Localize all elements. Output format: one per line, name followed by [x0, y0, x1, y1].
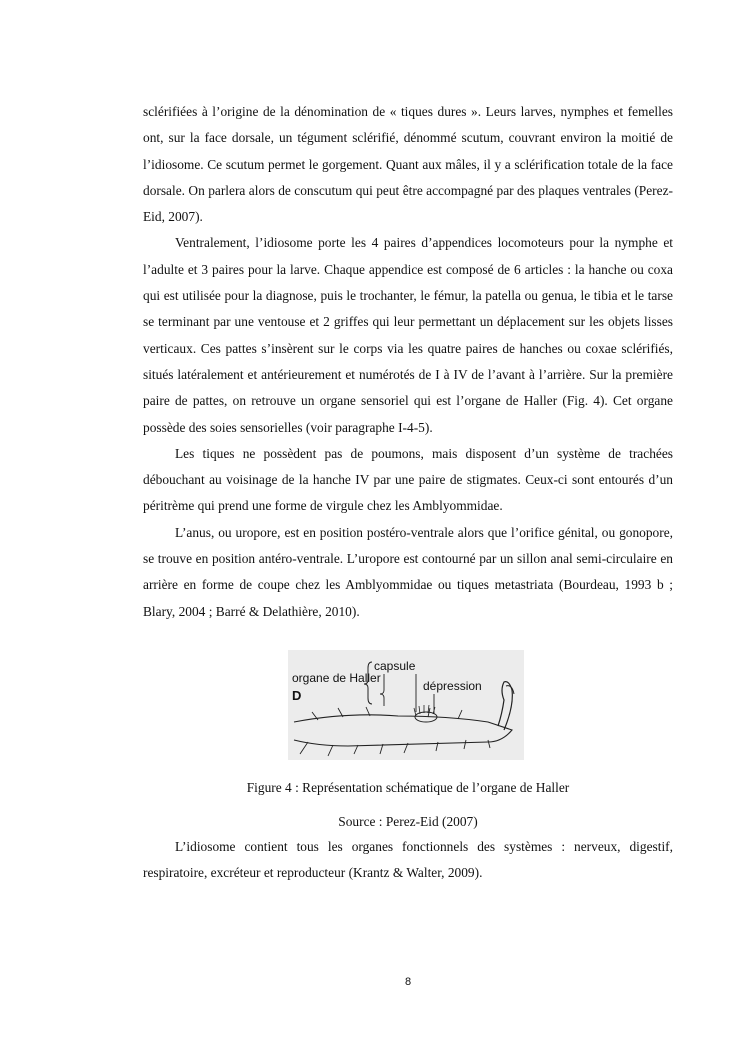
label-organe-de-haller: organe de Haller: [292, 671, 381, 685]
label-depression: dépression: [423, 679, 482, 693]
paragraph-5: L’idiosome contient tous les organes fonctionnels des systèmes : nerveux, digestif, respiratoire, excréteur et reproducteur (Krantz & Walter, 2009).: [143, 839, 673, 881]
paragraph-4: L’anus, ou uropore, est en position postéro-ventrale alors que l’orifice génital, ou gonopore, se trouve en position antéro-ventrale. L’uropore est contourné par un sillon anal semi-circulaire en arrière en forme de coupe chez les Amblyommidae ou tiques metastriata (Bourdeau, 1993 b ; Blary, 2004 ; Barré & Delathière, 2010).: [143, 524, 673, 619]
body-text: [143, 99, 673, 625]
paragraph-1: sclérifiées à l’origine de la dénomination de « tiques dures ». Leurs larves, nymphes et femelles ont, sur la face dorsale, un tégument sclérifié, dénommé scutum, couvrant environ la moitié de l’idiosome. Ce scutum permet le gorgement. Quant aux mâles, il y a sclérification totale de la face dorsale. On parlera alors de conscutum qui peut être accompagné par des plaques ventrales (Perez-Eid, 2007).: [143, 104, 673, 225]
label-capsule: capsule: [374, 659, 416, 673]
figure-letter: D: [292, 688, 302, 703]
figure-haller-organ: [288, 650, 524, 760]
body-text-closing: [143, 834, 673, 887]
haller-organ-drawing: [288, 650, 524, 760]
page-number: 8: [404, 976, 412, 988]
figure-source: Source : Perez-Eid (2007): [338, 814, 478, 829]
figure-caption: Figure 4 : Représentation schématique de l’organe de Haller: [246, 780, 570, 795]
paragraph-2: Ventralement, l’idiosome porte les 4 paires d’appendices locomoteurs pour la nymphe et l’adulte et 3 paires pour la larve. Chaque appendice est composé de 6 articles : la hanche ou coxa qui est utilisée pour la diagnose, puis le trochanter, le fémur, la patella ou genua, le tibia et le tarse se terminant par une ventouse et 2 griffes qui leur permettant un déplacement sur les objets lisses verticaux. Ces pattes s’insèrent sur le corps via les quatre paires de hanches ou coxae sclérifiés, situés latéralement et antérieurement et numérotés de I à IV de l’avant à l’arrière. Sur la première paire de pattes, on retrouve un organe sensoriel qui est l’organe de Haller (Fig. 4). Cet organe possède des soies sensorielles (voir paragraphe I-4-5).: [143, 235, 673, 435]
paragraph-3: Les tiques ne possèdent pas de poumons, mais disposent d’un système de trachées débouchant au voisinage de la hanche IV par une paire de stigmates. Ceux-ci sont entourés d’un péritrème qui prend une forme de virgule chez les Amblyommidae.: [143, 445, 673, 514]
